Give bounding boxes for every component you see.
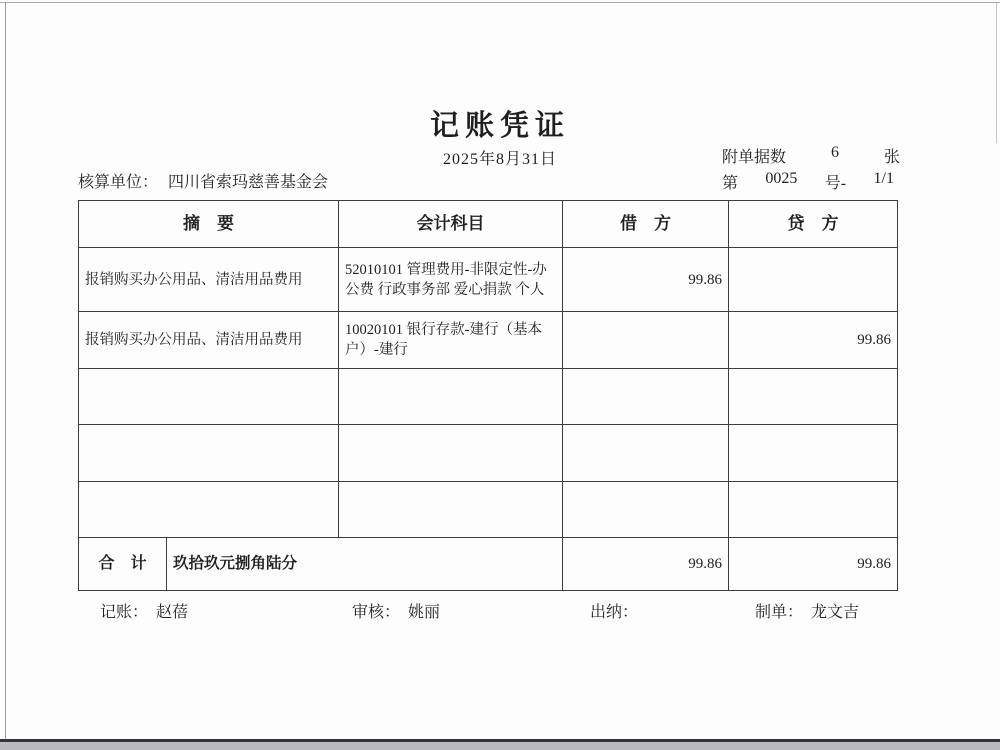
- attachment-count-row: [722, 144, 900, 167]
- row-summary: 报销购买办公用品、清洁用品费用: [79, 312, 339, 369]
- row-summary: [79, 425, 339, 482]
- row-credit: 99.86: [729, 312, 898, 369]
- row-debit: [563, 425, 729, 482]
- reviewer-signature: [352, 599, 440, 622]
- row-account: 10020101 银行存款-建行（基本户）-建行: [339, 312, 563, 369]
- row-credit: [729, 369, 898, 425]
- table-row: [79, 425, 898, 482]
- scan-edge-bottom: [0, 739, 1000, 742]
- table-row: [79, 482, 898, 538]
- bookkeeper-name: 赵蓓: [156, 604, 189, 621]
- table-row: [79, 312, 898, 369]
- cashier-label: 出纳：: [590, 604, 639, 621]
- row-account: 52010101 管理费用-非限定性-办公费 行政事务部 爱心捐款 个人: [339, 248, 563, 312]
- table-header-row: [79, 201, 898, 248]
- bookkeeper-label: 记账：: [100, 604, 149, 621]
- voucher-page-number: 1/1: [873, 170, 894, 187]
- voucher-number: 0025: [765, 170, 798, 187]
- voucher-date: 2025年8月31日: [442, 151, 557, 168]
- row-credit: [729, 425, 898, 482]
- row-credit: [729, 482, 898, 538]
- voucher-number-suffix: 号-: [824, 175, 847, 192]
- row-account: [339, 482, 563, 538]
- reviewer-label: 审核：: [352, 604, 401, 621]
- accounting-unit-label: 核算单位：: [78, 174, 159, 191]
- bookkeeper-signature: [100, 599, 188, 622]
- row-debit: [563, 482, 729, 538]
- row-debit: [563, 312, 729, 369]
- table-total-row: [79, 538, 898, 591]
- table-row: [79, 248, 898, 312]
- accounting-unit-name: 四川省索玛慈善基金会: [168, 174, 329, 191]
- header-summary: 摘 要: [79, 201, 339, 248]
- total-credit: 99.86: [729, 538, 898, 591]
- reviewer-name: 姚丽: [408, 604, 441, 621]
- row-account: [339, 369, 563, 425]
- table-row: [79, 369, 898, 425]
- header-credit: 贷 方: [729, 201, 898, 248]
- header-debit: 借 方: [563, 201, 729, 248]
- total-debit: 99.86: [563, 538, 729, 591]
- row-summary: 报销购买办公用品、清洁用品费用: [79, 248, 339, 312]
- scan-edge-top: [0, 2, 1000, 3]
- preparer-signature: [755, 599, 859, 622]
- voucher-table: [78, 200, 898, 591]
- row-summary: [79, 369, 339, 425]
- voucher-number-prefix: 第: [722, 175, 739, 192]
- cashier-signature: [590, 599, 646, 622]
- accounting-unit-row: [78, 169, 328, 192]
- row-summary: [79, 482, 339, 538]
- row-debit: 99.86: [563, 248, 729, 312]
- total-amount-in-words: 玖拾玖元捌角陆分: [167, 538, 563, 591]
- header-account: 会计科目: [339, 201, 563, 248]
- total-label: 合 计: [79, 538, 167, 591]
- row-account: [339, 425, 563, 482]
- preparer-label: 制单：: [755, 604, 804, 621]
- voucher-number-row: [722, 170, 894, 193]
- row-credit: [729, 248, 898, 312]
- page-title: 记账凭证: [429, 110, 570, 142]
- attachment-unit: 张: [883, 149, 900, 166]
- attachment-count: 6: [831, 144, 839, 161]
- row-debit: [563, 369, 729, 425]
- attachment-label: 附单据数: [722, 149, 787, 166]
- preparer-name: 龙文吉: [811, 604, 860, 621]
